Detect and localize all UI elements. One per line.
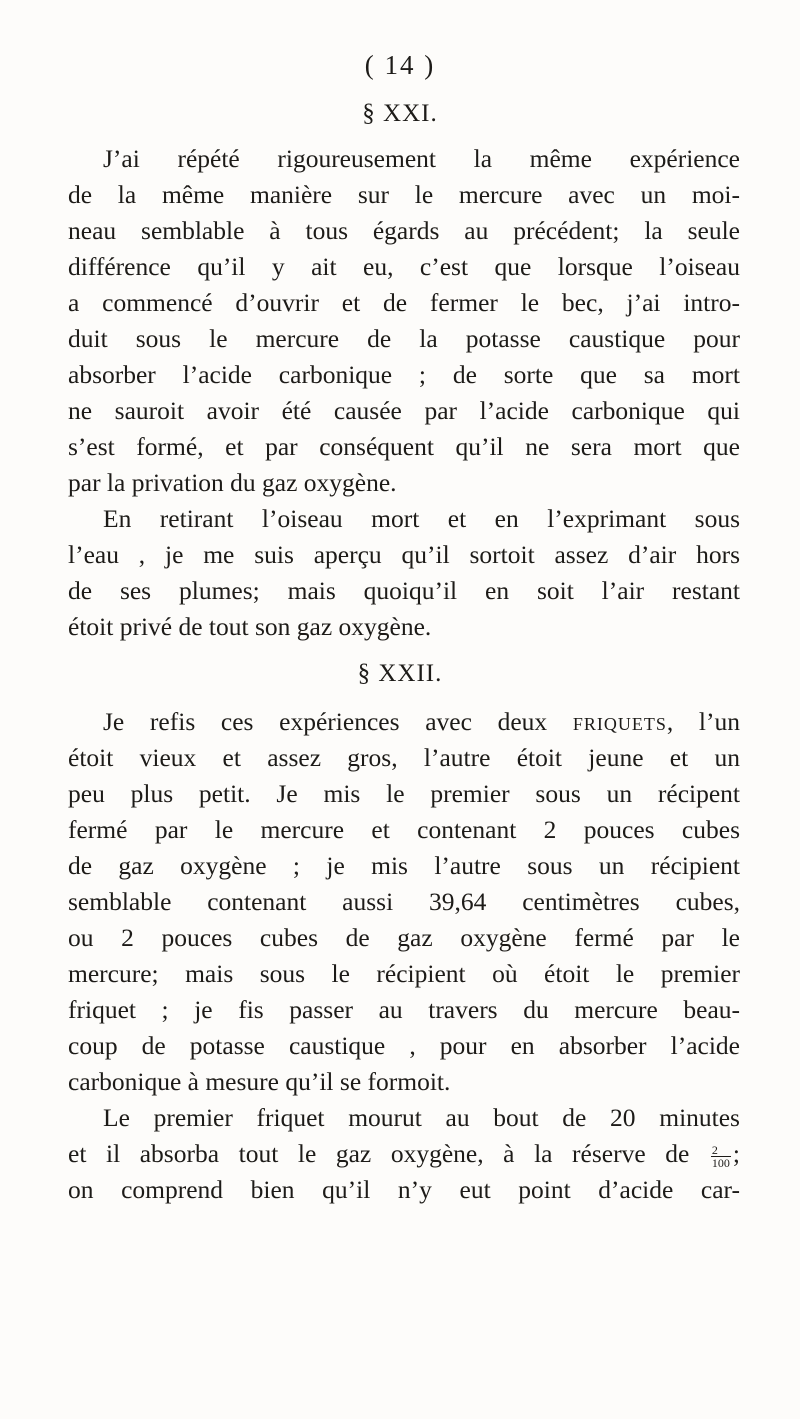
fraction-numerator: 2 — [711, 1144, 731, 1157]
paragraph-line: Le premier friquet mourut au bout de 20 minutes — [103, 1103, 740, 1132]
paragraph-line: carbonique à mesure qu’il se formoit. — [68, 1067, 451, 1096]
paragraph-line: peu plus petit. Je mis le premier sous un récipent — [68, 779, 740, 808]
paragraph-line: a commencé d’ouvrir et de fermer le bec, j’ai intro- — [68, 288, 740, 317]
paragraph-line — [103, 704, 740, 740]
paragraph-line: mercure; mais sous le récipient où étoit le premier — [68, 959, 740, 988]
paragraph-line: étoit vieux et assez gros, l’autre étoit jeune et un — [68, 743, 740, 772]
paragraph-line: s’est formé, et par conséquent qu’il ne sera mort que — [68, 432, 740, 461]
line-text: et il absorba tout le gaz oxygène, à la réserve de — [68, 1139, 690, 1168]
paragraph-line: on comprend bien qu’il n’y eut point d’acide car- — [68, 1175, 740, 1204]
line-text: , l’un — [666, 707, 740, 736]
fraction — [711, 1144, 731, 1169]
friquets-word: friquets — [572, 707, 667, 736]
paragraph-line: J’ai répété rigoureusement la même expérience — [103, 144, 740, 173]
fraction-denominator: 100 — [711, 1155, 730, 1170]
page-number: ( 14 ) — [364, 50, 436, 80]
paragraph-line: différence qu’il y ait eu, c’est que lorsque l’oiseau — [68, 252, 740, 281]
paragraph-line: semblable contenant aussi 39,64 centimètres cubes, — [68, 887, 740, 916]
paragraph-line: En retirant l’oiseau mort et en l’exprimant sous — [103, 504, 740, 533]
paragraph-line: par la privation du gaz oxygène. — [68, 468, 397, 497]
paragraph-line: ou 2 pouces cubes de gaz oxygène fermé par le — [68, 923, 740, 952]
section-title-xxii: § XXII. — [357, 660, 443, 687]
paragraph-line: étoit privé de tout son gaz oxygène. — [68, 612, 432, 641]
paragraph-line: fermé par le mercure et contenant 2 pouces cubes — [68, 815, 740, 844]
paragraph-line: duit sous le mercure de la potasse caustique pour — [68, 324, 740, 353]
line-text: ; — [732, 1139, 741, 1168]
line-text: Je refis ces expériences avec deux — [103, 707, 548, 736]
paragraph-line: l’eau , je me suis aperçu qu’il sortoit assez d’air hors — [68, 540, 740, 569]
paragraph-line: de la même manière sur le mercure avec un moi- — [68, 180, 740, 209]
section-title-xxi: § XXI. — [362, 100, 438, 127]
paragraph-line: de ses plumes; mais quoiqu’il en soit l’air restant — [68, 576, 740, 605]
paragraph-line: ne sauroit avoir été causée par l’acide carbonique qui — [68, 396, 740, 425]
paragraph-line: de gaz oxygène ; je mis l’autre sous un récipient — [68, 851, 740, 880]
paragraph-line: absorber l’acide carbonique ; de sorte que sa mort — [68, 360, 740, 389]
paragraph-line: neau semblable à tous égards au précédent; la seule — [68, 216, 740, 245]
paragraph-line: coup de potasse caustique , pour en absorber l’acide — [68, 1031, 740, 1060]
paragraph-line — [68, 1136, 740, 1172]
paragraph-line: friquet ; je fis passer au travers du mercure beau- — [68, 995, 740, 1024]
